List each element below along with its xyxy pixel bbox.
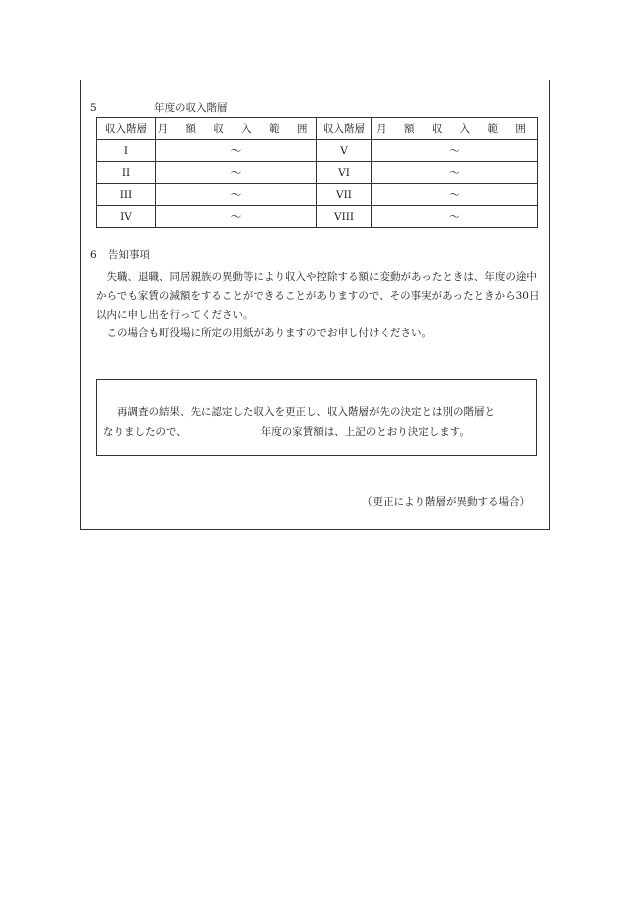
notice-box-line-1: 再調査の結果、先に認定した収入を更正し、収入階層が先の決定とは別の階層と: [117, 406, 495, 418]
header-income-level-left: 収入階層: [97, 118, 156, 140]
header-monthly-income-range-right: 月 額 収 入 範 囲: [372, 118, 538, 140]
section-5-number: 5: [90, 102, 97, 114]
range-cell: ～: [372, 184, 538, 206]
section-6-heading: [90, 247, 550, 262]
table-row: [97, 140, 538, 162]
income-level-table: [96, 117, 538, 228]
level-cell: IV: [97, 206, 156, 228]
level-cell: III: [97, 184, 156, 206]
footer-note: （更正により階層が異動する場合）: [362, 496, 530, 508]
section-6-title: 告知事項: [108, 249, 150, 261]
notice-paragraph-1: 失職、退職、同居親族の異動等により収入や控除する額に変動があったときは、年度の途中からでも家賃の減額をすることができることがありますので、その事実があったときから30日以内に申し出を行ってください。: [96, 271, 540, 321]
section-6-number: 6: [90, 249, 97, 261]
level-cell: V: [317, 140, 372, 162]
notice-box-line-2-suffix: 年度の家賃額は、上記のとおり決定します。: [260, 426, 470, 438]
header-income-level-right: 収入階層: [317, 118, 372, 140]
level-cell: VIII: [317, 206, 372, 228]
range-cell: ～: [156, 206, 317, 228]
section-5-title: 年度の収入階層: [154, 102, 228, 114]
range-cell: ～: [156, 184, 317, 206]
header-monthly-income-range-left: 月 額 収 入 範 囲: [156, 118, 317, 140]
notice-box-line-2-prefix: なりましたので、: [103, 426, 187, 438]
level-cell: II: [97, 162, 156, 184]
range-cell: ～: [372, 140, 538, 162]
table-row: [97, 206, 538, 228]
notice-box-line-2: [103, 424, 470, 439]
level-cell: VI: [317, 162, 372, 184]
range-cell: ～: [156, 140, 317, 162]
range-cell: ～: [156, 162, 317, 184]
level-cell: VII: [317, 184, 372, 206]
section-5-heading: [90, 100, 550, 115]
table-header-row: [97, 118, 538, 140]
level-cell: I: [97, 140, 156, 162]
re-survey-notice-box: [96, 379, 537, 456]
range-cell: ～: [372, 162, 538, 184]
table-row: [97, 162, 538, 184]
notice-paragraph-2: この場合も町役場に所定の用紙がありますのでお申し付けください。: [96, 327, 432, 339]
table-row: [97, 184, 538, 206]
range-cell: ～: [372, 206, 538, 228]
